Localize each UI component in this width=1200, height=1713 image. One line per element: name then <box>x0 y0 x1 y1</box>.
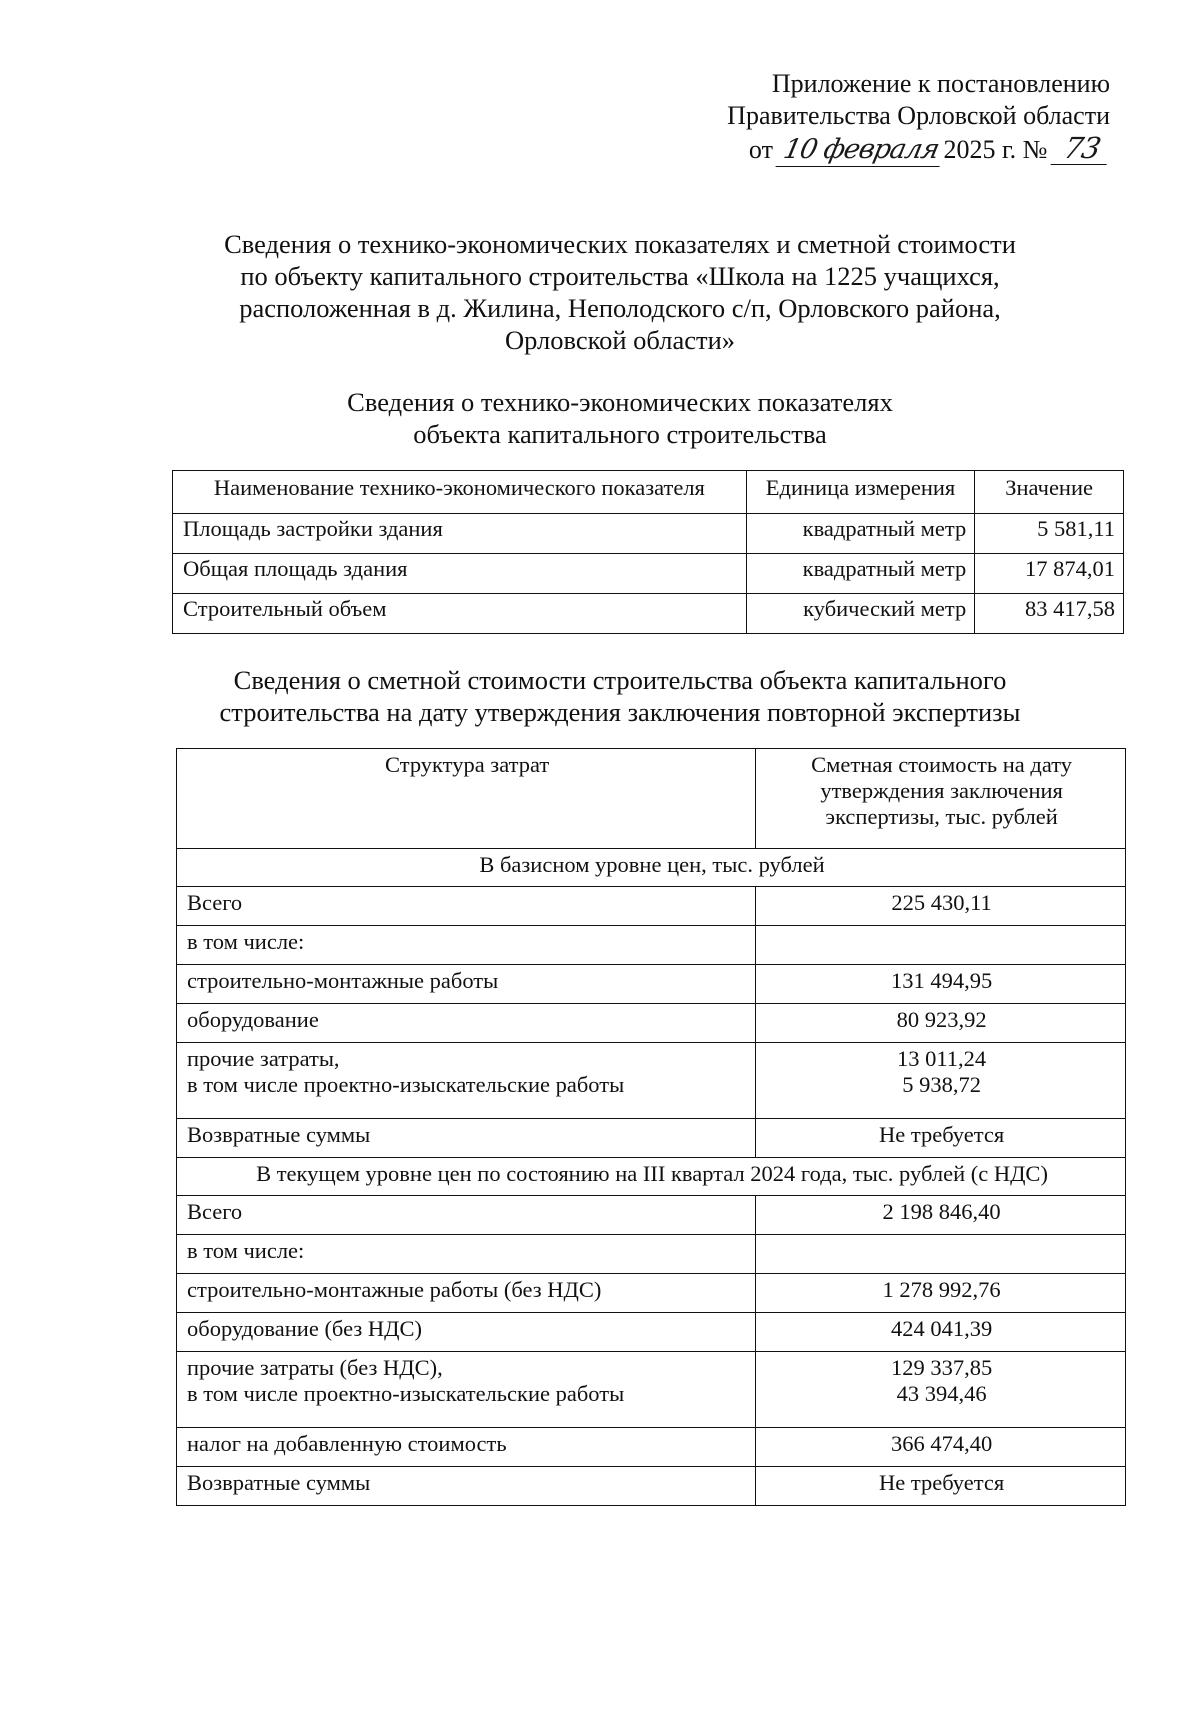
cost-value: 424 041,39 <box>756 1313 1126 1352</box>
cost-value-line: 13 011,24 <box>897 1046 987 1071</box>
cost-value: 2 198 846,40 <box>756 1196 1126 1235</box>
cost-label: оборудование (без НДС) <box>177 1313 756 1352</box>
table-row <box>173 554 1124 594</box>
document-title <box>150 228 1090 356</box>
cost-value <box>756 1043 1126 1119</box>
title-line: Орловской области» <box>504 325 736 355</box>
cost-heading <box>150 664 1090 728</box>
cost-value-line: 129 337,85 <box>890 1355 993 1380</box>
cost-label <box>177 1043 756 1119</box>
table-row <box>177 1352 1126 1428</box>
cost-label: в том числе: <box>177 1235 756 1274</box>
tep-cell-unit: квадратный метр <box>746 514 974 554</box>
cost-label: Возвратные суммы <box>177 1119 756 1158</box>
cost-header-row <box>177 749 1126 849</box>
cost-label: строительно-монтажные работы (без НДС) <box>177 1274 756 1313</box>
cost-value-empty <box>756 1235 1126 1274</box>
table-row <box>177 965 1126 1004</box>
cost-label-line: прочие затраты, <box>187 1046 340 1071</box>
cost-label: Всего <box>177 1196 756 1235</box>
cost-header-estimate-line: экспертизы, тыс. рублей <box>825 804 1058 829</box>
table-row <box>177 1196 1126 1235</box>
tep-cell-unit: квадратный метр <box>746 554 974 594</box>
section-title-base: В базисном уровне цен, тыс. рублей <box>177 849 1126 887</box>
tep-cell-value: 83 417,58 <box>975 594 1124 634</box>
cost-label: Возвратные суммы <box>177 1467 756 1506</box>
tep-cell-indicator: Строительный объем <box>173 594 747 634</box>
tep-cell-unit: кубический метр <box>746 594 974 634</box>
tep-header-indicator: Наименование технико-экономического показателя <box>173 471 747 514</box>
table-row <box>177 887 1126 926</box>
cost-label-line: в том числе проектно-изыскательские работы <box>187 1381 625 1406</box>
table-row <box>177 1313 1126 1352</box>
appendix-prefix: от <box>748 135 773 164</box>
cost-value-line: 5 938,72 <box>902 1072 981 1097</box>
cost-label: налог на добавленную стоимость <box>177 1428 756 1467</box>
cost-value <box>756 1352 1126 1428</box>
cost-label: Всего <box>177 887 756 926</box>
cost-label: оборудование <box>177 1004 756 1043</box>
cost-header-estimate-line: Сметная стоимость на дату <box>811 752 1073 777</box>
cost-label <box>177 1352 756 1428</box>
section-row-base <box>177 849 1126 887</box>
title-line: Сведения о технико-экономических показателях и сметной стоимости <box>224 229 1016 259</box>
appendix-year: 2025 г. № <box>943 135 1048 164</box>
table-row <box>173 514 1124 554</box>
section-row-current <box>177 1158 1126 1196</box>
title-line: по объекту капитального строительства «Школа на 1225 учащихся, <box>240 261 1000 291</box>
cost-label: строительно-монтажные работы <box>177 965 756 1004</box>
section-title-current: В текущем уровне цен по состоянию на III квартал 2024 года, тыс. рублей (с НДС) <box>177 1158 1126 1196</box>
cost-value: 131 494,95 <box>756 965 1126 1004</box>
cost-header-structure: Структура затрат <box>177 749 756 849</box>
table-row <box>177 1235 1126 1274</box>
cost-value-empty <box>756 926 1126 965</box>
cost-value-line: 43 394,46 <box>896 1381 987 1406</box>
cost-heading-line: Сведения о сметной стоимости строительства объекта капитального <box>233 665 1007 695</box>
table-row <box>177 1428 1126 1467</box>
cost-value: Не требуется <box>756 1467 1126 1506</box>
appendix-header <box>630 68 1110 167</box>
cost-table <box>176 748 1126 1506</box>
tep-heading <box>150 386 1090 450</box>
appendix-line-2: Правительства Орловской области <box>727 101 1110 130</box>
cost-heading-line: строительства на дату утверждения заключения повторной экспертизы <box>219 697 1021 727</box>
tep-cell-indicator: Общая площадь здания <box>173 554 747 594</box>
tep-header-value: Значение <box>975 471 1124 514</box>
cost-value: 225 430,11 <box>756 887 1126 926</box>
cost-label-line: в том числе проектно-изыскательские работы <box>187 1072 625 1097</box>
appendix-line-1: Приложение к постановлению <box>771 69 1110 98</box>
table-row <box>177 1004 1126 1043</box>
handwritten-date: 10 февраля <box>776 134 947 167</box>
cost-header-estimate <box>756 749 1126 849</box>
handwritten-number: 73 <box>1050 132 1113 165</box>
tep-header-unit: Единица измерения <box>746 471 974 514</box>
cost-value: 80 923,92 <box>756 1004 1126 1043</box>
tep-table <box>172 470 1124 634</box>
table-row <box>177 1043 1126 1119</box>
tep-cell-value: 5 581,11 <box>975 514 1124 554</box>
cost-label-line: прочие затраты (без НДС), <box>187 1355 443 1380</box>
cost-header-estimate-line: утверждения заключения <box>820 778 1063 803</box>
tep-heading-line: объекта капитального строительства <box>413 419 827 449</box>
appendix-line-3 <box>630 132 1110 167</box>
tep-cell-indicator: Площадь застройки здания <box>173 514 747 554</box>
tep-cell-value: 17 874,01 <box>975 554 1124 594</box>
cost-value: 366 474,40 <box>756 1428 1126 1467</box>
tep-header-row <box>173 471 1124 514</box>
table-row <box>177 1274 1126 1313</box>
cost-label: в том числе: <box>177 926 756 965</box>
cost-value: Не требуется <box>756 1119 1126 1158</box>
tep-heading-line: Сведения о технико-экономических показателях <box>347 387 893 417</box>
table-row <box>173 594 1124 634</box>
table-row <box>177 1467 1126 1506</box>
table-row <box>177 1119 1126 1158</box>
cost-value: 1 278 992,76 <box>756 1274 1126 1313</box>
title-line: расположенная в д. Жилина, Неполодского с/п, Орловского района, <box>239 293 1001 323</box>
table-row <box>177 926 1126 965</box>
